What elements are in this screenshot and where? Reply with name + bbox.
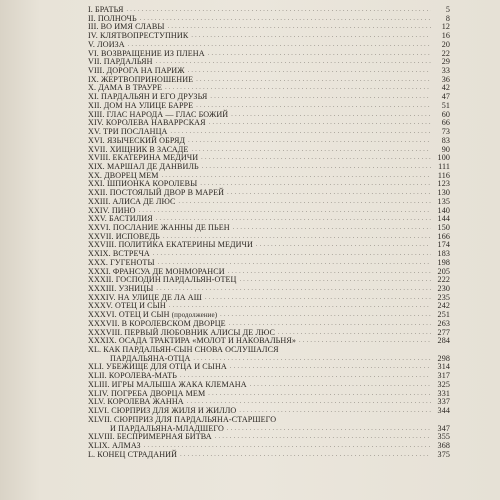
dot-leader (202, 163, 431, 172)
dot-leader (191, 146, 431, 155)
dot-leader (256, 241, 431, 250)
dot-leader (126, 6, 431, 15)
page-number: 130 (437, 188, 450, 198)
dot-leader (200, 180, 431, 189)
chapter-number: XLIV. (88, 388, 109, 398)
chapter-number: XXXV. (88, 301, 113, 311)
page-number: 66 (441, 118, 450, 128)
chapter-title: УЗНИЦЫ (118, 284, 154, 293)
dot-leader (168, 23, 431, 32)
dot-leader (140, 15, 431, 24)
chapter-title: ВОЗВРАЩЕНИЕ ИЗ ПЛЕНА (101, 48, 205, 58)
chapter-number: VIII. (88, 66, 105, 76)
chapter-title: СЮРПРИЗ ДЛЯ ЖИЛЯ И ЖИЛЛО (111, 406, 237, 416)
chapter-title: ИГРЫ МАЛЫША ЖАКА КЛЕМАНА (111, 379, 247, 389)
dot-leader (240, 276, 432, 285)
dot-leader (250, 381, 431, 390)
chapter-title: ДВОРЕЦ МЕМ (104, 170, 159, 180)
chapter-title: БАСТИЛИЯ (109, 214, 153, 224)
dot-leader (208, 50, 431, 59)
chapter-title: ЕКАТЕРИНА МЕДИЧИ (112, 153, 199, 163)
page-number: 36 (441, 74, 450, 84)
dot-leader (169, 302, 431, 311)
dot-leader (156, 58, 431, 67)
page-number: 22 (441, 48, 450, 58)
chapter-title: ЖЕРТВОПРИНОШЕНИЕ (101, 74, 194, 84)
chapter-title: ХИЩНИК В ЗАСАДЕ (109, 144, 189, 154)
toc-entry (88, 433, 450, 442)
page-number: 205 (437, 266, 450, 276)
chapter-title: ТРИ ПОСЛАНЦА (103, 127, 168, 137)
page-number: 100 (437, 153, 450, 163)
chapter-number: XLVI. (88, 406, 110, 416)
chapter-number: XXIX. (88, 249, 111, 259)
page-number: 222 (437, 275, 450, 285)
page-number: 230 (437, 284, 450, 293)
dot-leader (139, 207, 431, 216)
chapter-number: IX. (88, 74, 99, 84)
chapter-title: ПОЛНОЧЬ (97, 13, 137, 23)
chapter-number: XXXVIII. (88, 327, 123, 337)
dot-leader (227, 189, 431, 198)
chapter-number: XXXVII. (88, 318, 120, 328)
chapter-number: XXV. (88, 214, 107, 224)
chapter-title: БЕСПРИМЕРНАЯ БИТВА (116, 432, 212, 442)
page-number: 83 (441, 135, 450, 145)
chapter-title: ПАРДАЛЬЯН (103, 57, 153, 67)
dot-leader (196, 102, 431, 111)
chapter-number: XII. (88, 100, 102, 110)
dot-leader (180, 451, 431, 460)
toc-entry (88, 32, 450, 41)
dot-leader (210, 93, 431, 102)
chapter-title: АЛИСА ДЕ ЛЮС (112, 196, 176, 206)
chapter-title: ОТЕЦ И СЫН (115, 301, 166, 311)
chapter-title: ОСАДА ТРАКТИРА «МОЛОТ И НАКОВАЛЬНЯ» (118, 336, 297, 346)
dot-leader (231, 111, 431, 120)
dot-leader (193, 355, 431, 364)
chapter-title: ИСПОВЕДЬ (115, 231, 160, 241)
dot-leader (178, 198, 431, 207)
chapter-number: XVIII. (88, 153, 111, 163)
chapter-number: VII. (88, 57, 102, 67)
page-number: 235 (437, 292, 450, 302)
chapter-number: XV. (88, 127, 101, 137)
dot-leader (230, 363, 431, 372)
chapter-number: XVII. (88, 144, 108, 154)
page-number: 242 (437, 301, 450, 311)
page-number: 355 (437, 432, 450, 442)
page-number: 33 (441, 66, 450, 76)
dot-leader (170, 128, 431, 137)
chapter-number: XXVII. (88, 231, 114, 241)
page-number: 331 (437, 388, 450, 398)
page-number: 150 (437, 222, 450, 232)
dot-leader (191, 32, 431, 41)
dot-leader (196, 76, 431, 85)
chapter-title: КОРОЛЕВА НАВАРРСКАЯ (105, 118, 206, 128)
chapter-title: УБЕЖИЩЕ ДЛЯ ОТЦА И СЫНА (106, 362, 227, 372)
chapter-number: XLVII. (88, 414, 112, 424)
dot-leader (215, 433, 431, 442)
chapter-title: КОРОЛЕВА-МАТЬ (108, 371, 177, 381)
chapter-title: ПОГРЕБА ДВОРЦА МЕМ (110, 388, 206, 398)
dot-leader (209, 119, 431, 128)
chapter-title: ПОСЛАНИЕ ЖАННЫ ДЕ ПЬЕН (112, 222, 230, 232)
dot-leader (228, 268, 431, 277)
toc-entry (88, 6, 450, 15)
chapter-title: КОНЕЦ СТРАДАНИЙ (97, 449, 178, 459)
dot-leader (201, 154, 431, 163)
page-number: 347 (437, 423, 450, 433)
page-number: 166 (437, 231, 450, 241)
chapter-title: СЮРПРИЗ ДЛЯ ПАРДАЛЬЯНА-СТАРШЕГО (114, 414, 277, 424)
chapter-note: (продолжение) (171, 311, 218, 320)
page-number: 325 (437, 379, 450, 389)
chapter-title: НА УЛИЦЕ ДЕ ЛА АШ (117, 292, 203, 302)
table-of-contents (88, 6, 450, 459)
page-number: 12 (441, 22, 450, 32)
dot-leader (233, 224, 431, 233)
chapter-title: ЯЗЫЧЕСКИЙ ОБРЯД (106, 135, 186, 145)
chapter-number: XIX. (88, 161, 105, 171)
chapter-number: V. (88, 39, 96, 49)
toc-entry (88, 451, 450, 460)
chapter-number: XX. (88, 170, 103, 180)
dot-leader (153, 250, 431, 259)
dot-leader (144, 442, 431, 451)
chapter-title: МАРШАЛ ДЕ ДАНВИЛЬ (106, 161, 199, 171)
chapter-number: XL. (88, 345, 102, 355)
chapter-number: XLIX. (88, 440, 110, 450)
chapter-number: XLI. (88, 362, 104, 372)
chapter-title: ПЕРВЫЙ ЛЮБОВНИК АЛИСЫ ДЕ ЛЮС (124, 327, 275, 337)
chapter-title: ГЛАС НАРОДА — ГЛАС БОЖИЙ (106, 109, 229, 119)
chapter-title: ВО ИМЯ СЛАВЫ (100, 22, 165, 32)
chapter-number: XXXIV. (88, 292, 116, 302)
page-number: 29 (441, 57, 450, 67)
dot-leader (188, 67, 431, 76)
page-number: 284 (437, 336, 450, 346)
page-number: 344 (437, 406, 450, 416)
chapter-title: ГОСПОДИН ПАРДАЛЬЯН-ОТЕЦ (115, 275, 237, 285)
chapter-title: БРАТЬЯ (95, 5, 124, 14)
page-number: 42 (441, 83, 450, 93)
chapter-title: ДАМА В ТРАУРЕ (98, 83, 163, 93)
chapter-number: X. (88, 83, 97, 93)
chapter-number: XXVIII. (88, 240, 117, 250)
chapter-title: ПОЛИТИКА ЕКАТЕРИНЫ МЕДИЧИ (118, 240, 253, 250)
page-number: 368 (437, 440, 450, 450)
dot-leader (205, 294, 431, 303)
page-number: 183 (437, 249, 450, 259)
chapter-title: ОТЕЦ И СЫН (118, 310, 170, 320)
chapter-number: III. (88, 22, 99, 32)
page-number: 123 (437, 179, 450, 189)
chapter-title: ГУГЕНОТЫ (110, 257, 155, 267)
chapter-number: XXXI. (88, 266, 111, 276)
chapter-title: ВСТРЕЧА (112, 249, 150, 259)
chapter-number: XLV. (88, 397, 106, 407)
chapter-number: XXII. (88, 188, 108, 198)
page-number: 73 (441, 127, 450, 137)
chapter-number: XLIII. (88, 379, 110, 389)
chapter-title: КЛЯТВОПРЕСТУПНИК (99, 31, 189, 41)
page-number: 16 (441, 31, 450, 41)
chapter-number: IV. (88, 31, 98, 41)
chapter-title: В КОРОЛЕВСКОМ ДВОРЦЕ (121, 318, 226, 328)
page-number: 116 (437, 170, 450, 180)
chapter-number: XIII. (88, 109, 105, 119)
dot-leader (208, 390, 431, 399)
chapter-number: XLVIII. (88, 432, 115, 442)
chapter-number: VI. (88, 48, 99, 58)
page-number: 60 (441, 109, 450, 119)
chapter-number: XXXIX. (88, 336, 117, 346)
page-number: 135 (437, 196, 450, 206)
page-number: 277 (437, 327, 450, 337)
chapter-number: XVI. (88, 135, 105, 145)
chapter-number: XXIV. (88, 205, 110, 215)
chapter-number: II. (88, 13, 96, 23)
chapter-number: XIV. (88, 118, 104, 128)
page-number: 298 (437, 353, 450, 363)
chapter-number: XXI. (88, 179, 105, 189)
page-number: 375 (437, 449, 450, 459)
chapter-number: I. (88, 5, 93, 14)
chapter-number: XXXIII. (88, 284, 117, 293)
chapter-number: XXXVI. (88, 310, 117, 320)
chapter-title: ДОМ НА УЛИЦЕ БАРРЕ (103, 100, 194, 110)
chapter-number: XXIII. (88, 196, 111, 206)
page-number: 90 (441, 144, 450, 154)
chapter-title: ПИНО (111, 205, 136, 215)
chapter-number: XI. (88, 92, 99, 102)
chapter-number: XXXII. (88, 275, 114, 285)
page-number: 251 (437, 310, 450, 320)
page-number: 5 (445, 5, 450, 14)
chapter-title: ДОРОГА НА ПАРИЖ (106, 66, 185, 76)
chapter-number: XXX. (88, 257, 108, 267)
dot-leader (227, 425, 431, 434)
dot-leader (220, 311, 431, 320)
dot-leader (278, 329, 431, 338)
dot-leader (299, 337, 431, 346)
chapter-title: КАК ПАРДАЛЬЯН-СЫН СНОВА ОСЛУШАЛСЯ (103, 345, 279, 355)
toc-entry (88, 198, 450, 207)
page-number: 144 (437, 214, 450, 224)
chapter-title: И ПАРДАЛЬЯНА-МЛАДШЕГО (110, 423, 224, 433)
page-number: 314 (437, 362, 450, 372)
page-number: 317 (437, 371, 450, 381)
chapter-title: ПАРДАЛЬЯН И ЕГО ДРУЗЬЯ (101, 92, 208, 102)
page-number: 20 (441, 39, 450, 49)
chapter-title: КОРОЛЕВА ЖАННА (107, 397, 184, 407)
chapter-title: ПАРДАЛЬЯНА-ОТЦА (110, 353, 191, 363)
dot-leader (162, 172, 431, 181)
dot-leader (188, 137, 431, 146)
chapter-title: ШПИОНКА КОРОЛЕВЫ (106, 179, 198, 189)
chapter-number: XLII. (88, 371, 107, 381)
page-number: 140 (437, 205, 450, 215)
chapter-title: ФРАНСУА ДЕ МОНМОРАНСИ (112, 266, 225, 276)
page-number: 198 (437, 257, 450, 267)
chapter-number: XXVI. (88, 222, 111, 232)
page-number: 174 (437, 240, 450, 250)
page-number: 51 (441, 100, 450, 110)
page-number: 47 (441, 92, 450, 102)
page-number: 263 (437, 318, 450, 328)
chapter-title: АЛМАЗ (111, 440, 141, 450)
chapter-title: ЛОИЗА (97, 39, 125, 49)
page-number: 111 (438, 161, 450, 171)
chapter-title: ПОСТОЯЛЫЙ ДВОР В МАРЕЙ (109, 188, 225, 198)
page-number: 337 (437, 397, 450, 407)
chapter-number: L. (88, 449, 96, 459)
page-number: 8 (445, 13, 450, 23)
toc-entry-title (88, 451, 177, 460)
